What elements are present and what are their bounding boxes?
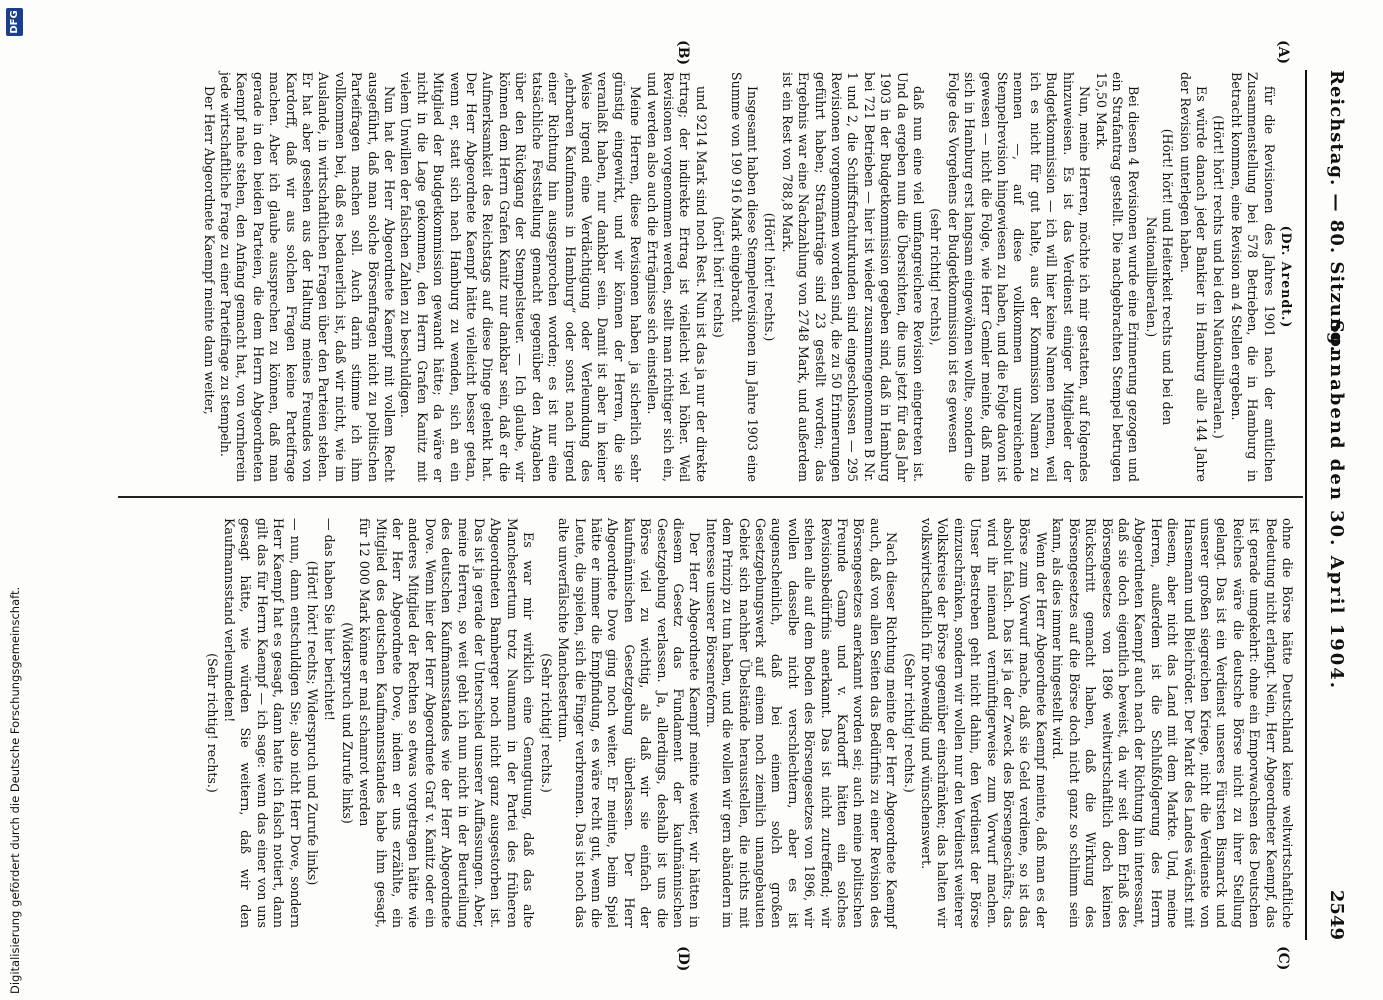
paragraph: ohne die Börse hätte Deutschland keine weltwirtschaftliche Bedeutung nicht erlangt. Nein, Herr Abgeordneter Kaempf, das ist gerade umgekehrt: ohne ein Emporwachsen des Deutschen Reiches wäre die deutsche Börse nicht zu ihrer Stellung gelangt. Das ist ein Verdienst unseres Fürsten Bismarck und unserer großen siegreichen Kriege, nicht die Verdienste von Hansemann und Bleichröder. Der Markt des Landes wächst mit diesem, aber nicht das Land mit dem Markte. Und, meine Herren, außerdem ist die Schlußfolgerung des Herrn Abgeordneten Kaempf auch nach der Richtung hin interessant, daß sie doch eigentlich beweist, da wir seit dem Erlaß des Börsengesetzes von 1896 weltwirtschaftlich doch keinen Rückschritt gemacht haben, daß die Wirkung des Börsengesetzes auf die Börse doch nicht ganz so schlimm sein kann, als dies immer hingestellt wird. — [1050, 518, 1295, 928]
margin-marker-c: (C) — [1275, 946, 1291, 971]
interjection: (Sehr richtig! rechts.) — [901, 653, 917, 793]
paragraph: — das haben Sie hier berichtet! — [322, 518, 338, 721]
header-page-number: 2549 — [1326, 889, 1347, 940]
interjection: (Widerspruch und Zurufe links) — [339, 622, 355, 824]
paragraph: Der Herr Abgeordnete Kaempf meinte weiter, wir hätten in diesem Gesetz das Fundament der kaufmännischen Gesetzgebung verlassen. Ja, allerdings, deshalb ist uns die Börse viel zu wichtig, als daß wir sie einfach der kaufmännischen Gesetzgebung überlassen. Der Herr Abgeordnete Dove ging noch weiter. Er meinte, beim Spiel hätte er immer die Empfindung, es wäre recht gut, wenn die Leute, die spielen, sich die Finger verbrennen. Das ist noch das alte unverfälschte Manchestertum. — [556, 518, 703, 928]
paragraph: — nun, dann entschuldigen Sie; also nicht Herr Dove, sondern Herr Kaempf hat es gesagt, dann hatte ich falsch notiert, dann gilt das für Herrn Kaempf — ich sage: wenn das einer von uns gesagt hätte, wie würden Sie weitern, daß wir den Kaufmannsstand verleumdeten! — [222, 518, 303, 928]
dfg-logo: DFG — [6, 8, 23, 36]
paragraph: Nun hat der Herr Abgeordnete Kaempf mit vollem Recht ausgeführt, daß man solche Börsenfragen nicht zu politischen Parteifragen machen soll. Auch darin stimme ich ihm vollkommen bei, daß es bedauerlich ist, daß wir nicht, wie im Auslande, in wirtschaftlichen Fragen über den Parteien stehen. Er hat aber gesehen aus der Haltung meines Freundes von Kardorff, daß wir aus solchen Fragen keine Parteifrage machen. Aber ich glaube aussprechen zu können, daß man gerade in den beiden Parteien, die dem Herrn Abgeordneten Kaempf nahe stehen, den Anfang gemacht hat, von vornherein jede wirtschaftliche Frage zu einer Parteifrage zu stempeln. — [218, 72, 398, 482]
header-rule — [1305, 70, 1307, 940]
right-text-column — [202, 518, 1295, 928]
header-session: Reichstag. — 80. Sitzung. — [1326, 70, 1347, 353]
paragraph: Meine Herren, diese Revisionen haben ja sicherlich sehr günstig eingewirkt, und wir können der Herren, die sie veranlaßt haben, nur dankbar sein. Damit ist aber in keiner Weise irgend eine Verdächtigung oder Verleumdung des „ehrbaren Kaufmanns in Hamburg“ oder sonst nach irgend einer Richtung hin ausgesprochen worden; es ist nur eine tatsächliche Feststellung gemacht gegenüber den Angaben über den Rückgang der Stempelsteuer. — Ich glaube, wir können dem Herrn Grafen Kanitz nur dankbar sein, daß er die Aufmerksamkeit des Reichstags auf diese Dinge gelenkt hat. Der Herr Abgeordnete Kaempf hätte vielleicht besser getan, wenn er, statt sich nach Hamburg zu wenden, sich an ein Mitglied der Budgetkommission gewandt hätte; da wäre er nicht in die Lage gekommen, den Herrn Grafen Kanitz mit vielem Unwillen der falschen Zahlen zu beschuldigen. — [398, 72, 644, 482]
header-date: Sonnabend den 30. April 1904. — [1326, 319, 1347, 691]
paragraph: Es war mir wirklich eine Genugtuung, daß das alte Manchestertum trotz Naumann in der Partei des früheren Abgeordneten Bamberger noch nicht ganz ausgestorben ist. Das ist ja gerade der Unterschied unserer Auffassungen. Aber, meine Herren, so weit geht ich nun nicht in der Beurteilung des deutschen Kaufmannsstandes wie der Herr Abgeordnete Dove. Wenn hier der Herr Abgeordnete Graf v. Kanitz oder ein anderes Mitglied der Rechten so etwas vorgetragen hätte wie der Herr Abgeordnete Dove, indem er uns erzählte, ein Mitglied des deutschen Kaufmannsstandes habe ihm gesagt, für 12 000 Mark könne er mal schamrot werden — [357, 518, 537, 928]
interjection: (Sehr richtig! rechts.) — [538, 653, 554, 793]
paragraph: Nach dieser Richtung meinte der Herr Abgeordnete Kaempf auch, daß von allen Seiten das Bedürfnis zu einer Revision des Börsengesetzes anerkannt worden sei; auch meine politischen Freunde Gamp und v. Kardorff hätten ein solches Revisionsbedürfnis anerkannt. Das ist nicht zutreffend; wir stehen alle auf dem Boden des Börsengesetzes von 1896, wir wollen dasselbe nicht verschlechtern, aber es ist augenscheinlich, daß bei einem solch großen Gesetzgebungswerk auf einem noch ziemlich unangebauten Gebiet sich nachher Übelstände herausstellen, die nichts mit dem Prinzip zu tun haben, und die wollen wir gern abändern im Interesse unserer Börsenreform. — [703, 518, 900, 928]
paragraph: Nun, meine Herren, möchte ich mir gestatten, auf folgendes hinzuweisen. Es ist das Verdienst einiger Mitglieder der Budgetkommission — ich will hier keine Namen nennen, weil ich es nicht für gut halte, aus der Kommission Namen zu nennen —, auf diese vollkommen unzureichende Stempelrevision hingewiesen zu haben, und die Folge davon ist gewesen — nicht die Folge, wie Herr Gemler meinte, daß man sich in Hamburg erst langsam eingewöhnen wollte, sondern die Folge des Vorgehens der Budgetkommission ist es gewesen — [945, 72, 1093, 482]
margin-marker-d: (D) — [675, 946, 691, 972]
paragraph: daß nun eine viel umfangreichere Revision eingetreten ist. Und da ergeben nun die Übersichten, die uns jetzt für das Jahr 1903 in der Budgetkommission gegeben sind, daß in Hamburg bei 721 Betrieben — hier ist wieder zusammengenommen B Nr. 1 und 2, die Schiffsfrachturkunden sind eingeschlossen — 295 Revisionen vorgenommen worden sind, die zu 50 Erinnerungen geführt haben; Strafanträge sind 23 gestellt worden; das Ergebnis war eine Nachzahlung von 2748 Mark, und außerdem ist ein Rest von 788,8 Mark. — [779, 72, 927, 482]
paragraph: Der Herr Abgeordnete Kaempf meinte dann weiter, — [201, 86, 217, 415]
margin-marker-a: (A) — [1275, 40, 1291, 65]
paragraph: für die Revisionen des Jahres 1901 nach der amtlichen Zusammenstellung bei 578 Betrieben, die in Hamburg in Betracht kommen, eine Revision an 4 Stellen ergeben. — [1228, 72, 1277, 482]
paragraph: Es würde danach jeder Bankier in Hamburg alle 144 Jahre der Revision unterlegen haben. — [1177, 72, 1209, 482]
page-header — [1317, 70, 1347, 940]
paragraph: Bei diesen 4 Revisionen wurde eine Erinnerung gezogen und ein Strafantrag gestellt. Die nachgebrachten Stempel betrugen 15,50 Mark. — [1093, 72, 1142, 482]
interjection: (hört! hört! rechts) — [711, 216, 727, 338]
interjection: (Hört! hört! rechts.) — [762, 212, 778, 342]
paragraph: Wenn der Herr Abgeordnete Kaempf meinte, daß man es der Börse zum Vorwurf mache, daß sie Geld verdiene, so ist das absolut falsch. Das ist ja der Zweck des Börsengeschäfts; das wird ihr niemand vernünftigerweise zum Vorwurf machen. Unser Bestreben geht nicht dahin, den Verdienst der Börse einzuschränken, sondern wir wollen nur den Verdienst weiterer Volkskreise der Börse gegenüber einschränken; das halten wir volkswirtschaftlich für notwendig und wünschenswert. — [919, 518, 1049, 928]
interjection: (sehr richtig! rechts), — [928, 208, 944, 346]
funding-notice: Digitalisierung gefördert durch die Deutsche Forschungsgemeinschaft. — [8, 586, 22, 994]
interjection: (Sehr richtig! rechts.) — [204, 653, 220, 793]
interjection: (Hört! hört! und Heiterkeit rechts und bei den Nationalliberalen.) — [1143, 128, 1176, 426]
footer-strip — [4, 0, 26, 1000]
left-text-column — [200, 72, 1295, 482]
interjection: (Hört! hört! rechts; Widerspruch und Zurufe links) — [305, 560, 321, 886]
column-divider — [118, 496, 1303, 498]
paragraph: Insgesamt haben diese Stempelrevisionen im Jahre 1903 eine Summe von 190 916 Mark eingebracht — [728, 72, 760, 482]
margin-marker-b: (B) — [675, 40, 691, 66]
speaker-name: (Dr. Arendt.) — [1279, 225, 1294, 329]
interjection: (Hört! hört! rechts und bei den Nationalliberalen.) — [1211, 115, 1227, 439]
paragraph: und 9214 Mark sind noch Rest. Nun ist das ja nur der direkte Ertrag; der indirekte Ertrag ist vielleicht viel höher. Weil Revisionen vorgenommen werden, stellt man richtiger sich ein, und werden also auch die Erträgnisse sich einstellen. — [644, 72, 709, 482]
